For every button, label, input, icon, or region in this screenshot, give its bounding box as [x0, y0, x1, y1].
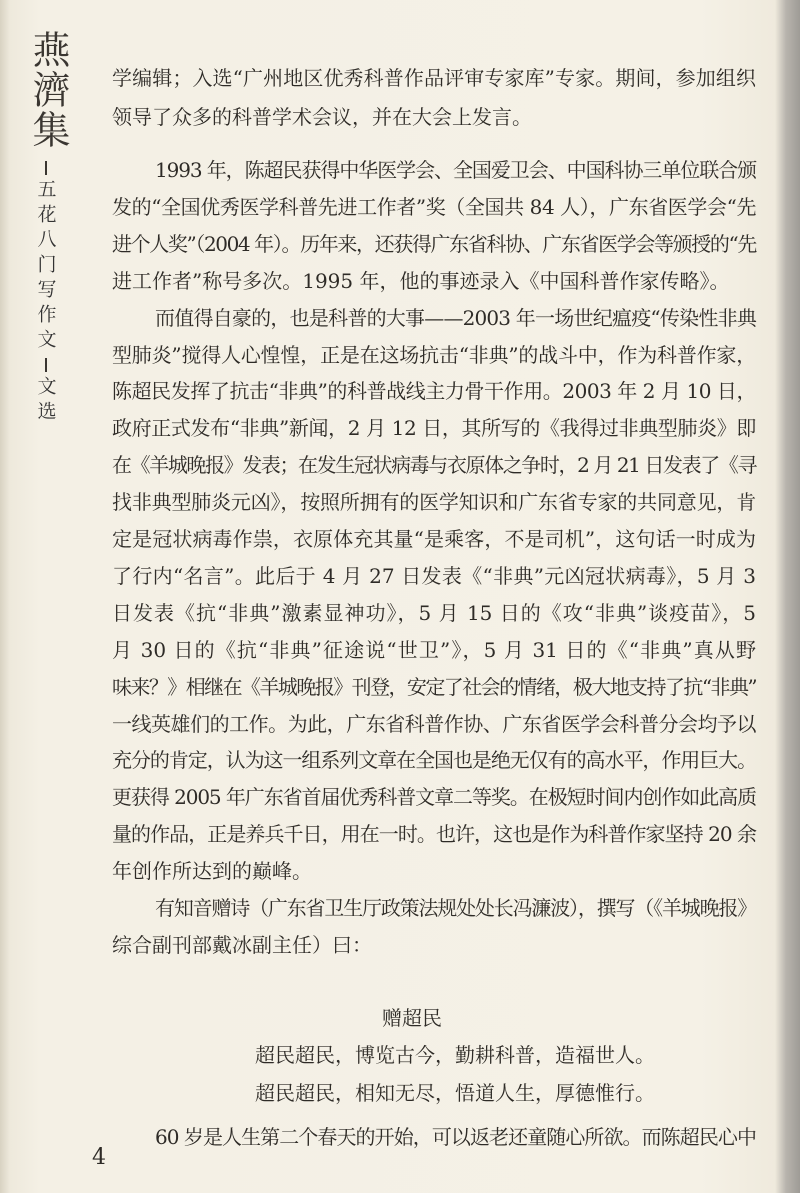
text-line: 学编辑；入选“广州地区优秀科普作品评审专家库”专家。期间，参加组织	[112, 66, 756, 90]
section-title: 文选	[34, 376, 57, 426]
divider	[45, 161, 47, 175]
text-line: 领导了众多的科普学术会议，并在大会上发言。	[112, 105, 532, 129]
text-line: 一线英雄们的工作。为此，广东省科普作协、广东省医学会科普分会均予以	[112, 711, 756, 736]
text-line: 量的作品，正是养兵千日，用在一时。也许，这也是作为科普作家坚持 20 余	[112, 822, 756, 847]
text-line: 陈超民发挥了抗击“非典”的科普战线主力骨干作用。2003 年 2 月 10 日，	[112, 379, 756, 404]
text-line: 年创作所达到的巅峰。	[112, 859, 312, 884]
text-line: 1993 年，陈超民获得中华医学会、全国爱卫会、中国科协三单位联合颁	[155, 158, 756, 182]
series-title: 五花八门写作文	[34, 179, 57, 354]
poem-line: 超民超民，相知无尽，悟道人生，厚德惟行。	[255, 1081, 655, 1105]
text-line: 更获得 2005 年广东省首届优秀科普文章二等奖。在极短时间内创作如此高质	[112, 785, 756, 810]
divider	[45, 358, 47, 372]
poem-line: 超民超民，博览古今，勤耕科普，造福世人。	[255, 1043, 655, 1067]
text-line: 找非典型肺炎元凶》，按照所拥有的医学知识和广东省专家的共同意见，肯	[112, 490, 756, 515]
text-line: 进工作者”称号多次。1995 年，他的事迹录入《中国科普作家传略》。	[112, 268, 730, 293]
book-logo: 燕濟集	[26, 29, 70, 150]
text-line: 综合副刊部戴冰副主任）曰：	[112, 932, 372, 957]
closing-line: 60 岁是人生第二个春天的开始，可以返老还童随心所欲。而陈超民心中	[155, 1125, 756, 1149]
text-line: 月 30 日的《抗“非典”征途说“世卫”》，5 月 31 日的《“非典”真从野	[112, 637, 756, 662]
text-line: 味来？》相继在《羊城晚报》刊登，安定了社会的情绪，极大地支持了抗“非典”	[112, 674, 756, 699]
running-header	[26, 22, 70, 426]
text-line: 政府正式发布“非典”新闻，2 月 12 日，其所写的《我得过非典型肺炎》即	[112, 416, 756, 441]
text-line: 了行内“名言”。此后于 4 月 27 日发表《“非典”元凶冠状病毒》，5 月 3	[112, 563, 756, 588]
poem-title: 赠超民	[382, 1006, 442, 1030]
text-line: 有知音赠诗（广东省卫生厅政策法规处处长冯濂波），撰写（《羊城晚报》	[155, 896, 756, 920]
text-line: 型肺炎”搅得人心惶惶，正是在这场抗击“非典”的战斗中，作为科普作家，	[112, 342, 756, 367]
page-number: 4	[92, 1145, 106, 1170]
text-line: 日发表《抗“非典”激素显神功》，5 月 15 日的《攻“非典”谈疫苗》，5	[112, 600, 756, 625]
text-line: 进个人奖”（2004 年）。历年来，还获得广东省科协、广东省医学会等颁授的“先	[112, 231, 756, 256]
text-line: 在《羊城晚报》发表；在发生冠状病毒与衣原体之争时，2 月 21 日发表了《寻	[112, 453, 756, 478]
text-line: 定是冠状病毒作祟，衣原体充其量“是乘客，不是司机”，这句话一时成为	[112, 527, 756, 551]
text-line: 发的“全国优秀医学科普先进工作者”奖（全国共 84 人），广东省医学会“先	[112, 194, 756, 219]
text-line: 而值得自豪的，也是科普的大事——2003 年一场世纪瘟疫“传染性非典	[155, 305, 756, 330]
text-line: 充分的肯定，认为这一组系列文章在全国也是绝无仅有的高水平，作用巨大。	[112, 748, 756, 773]
